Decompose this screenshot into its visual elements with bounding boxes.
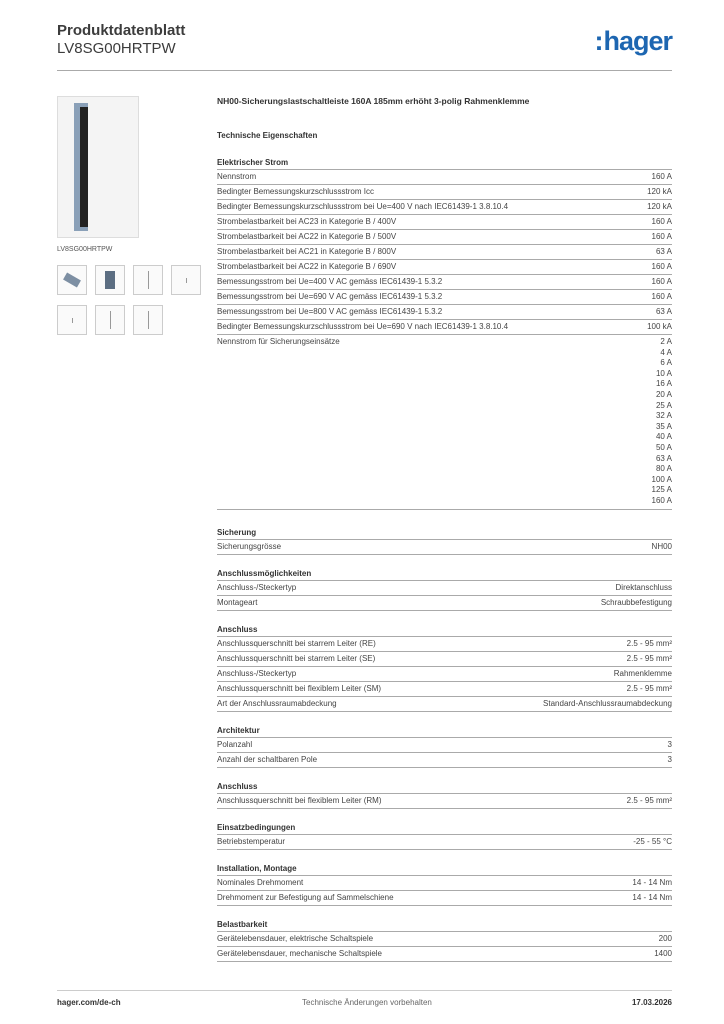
row-label: Gerätelebensdauer, mechanische Schaltspiele <box>217 948 382 958</box>
row-value: 120 kA <box>647 187 672 196</box>
row-value: NH00 <box>651 541 672 551</box>
row-value: 2.5 - 95 mm² <box>626 683 672 693</box>
table-row <box>217 794 672 809</box>
row-value: Direktanschluss <box>615 582 672 592</box>
thumbnail-icon <box>110 311 111 329</box>
row-label: Bemessungsstrom bei Ue=800 V AC gemäss IEC61439-1 5.3.2 <box>217 307 443 316</box>
row-value: 63 A <box>655 307 672 316</box>
list-item: 20 A <box>655 389 672 399</box>
row-label: Betriebstemperatur <box>217 836 286 846</box>
row-label: Nennstrom für Sicherungseinsätze <box>217 337 340 346</box>
list-item: 2 A <box>660 337 672 346</box>
row-value: 160 A <box>651 217 672 226</box>
table-row <box>217 596 672 611</box>
table-row <box>217 753 672 768</box>
row-value: 63 A <box>655 247 672 256</box>
footer-divider <box>57 990 672 991</box>
table-row <box>217 305 672 320</box>
spec-group <box>217 932 672 962</box>
row-value: 160 A <box>651 277 672 286</box>
row-label: Polanzahl <box>217 739 253 749</box>
row-label: Strombelastbarkeit bei AC22 in Kategorie B / 690V <box>217 262 397 271</box>
spec-group <box>217 540 672 555</box>
thumbnail-icon <box>63 273 81 288</box>
list-item: 32 A <box>655 411 672 421</box>
group-title: Anschluss <box>217 782 672 794</box>
row-value: 200 <box>658 933 672 943</box>
row-value: 3 <box>667 739 672 749</box>
table-row <box>217 637 672 652</box>
group-title: Sicherung <box>217 528 672 540</box>
row-label: Art der Anschlussraumabdeckung <box>217 698 337 708</box>
table-row <box>217 947 672 962</box>
spec-group <box>217 835 672 850</box>
group-title: Einsatzbedingungen <box>217 823 672 835</box>
table-row <box>217 290 672 305</box>
row-value: 160 A <box>651 172 672 181</box>
row-label: Nennstrom <box>217 172 257 181</box>
table-row <box>217 581 672 596</box>
product-ref: LV8SG00HRTPW <box>57 246 113 253</box>
row-value: 3 <box>667 754 672 764</box>
row-value: 14 - 14 Nm <box>632 892 672 902</box>
table-row <box>217 540 672 555</box>
table-row <box>217 260 672 275</box>
table-row <box>217 320 672 335</box>
row-value: 2.5 - 95 mm² <box>626 638 672 648</box>
spec-group <box>217 876 672 906</box>
product-image-front <box>80 107 88 227</box>
list-item: 63 A <box>655 453 672 463</box>
list-item: 4 A <box>660 347 672 357</box>
product-images <box>57 96 207 335</box>
thumbnail-1[interactable] <box>57 265 87 295</box>
thumbnail-5[interactable] <box>57 305 87 335</box>
thumbnail-icon <box>72 318 73 323</box>
page-subtitle: LV8SG00HRTPW <box>57 40 176 57</box>
list-item: 25 A <box>655 400 672 410</box>
group-title: Anschlussmöglichkeiten <box>217 569 672 581</box>
row-value: 120 kA <box>647 202 672 211</box>
group-title: Installation, Montage <box>217 864 672 876</box>
row-value: Standard-Anschlussraumabdeckung <box>543 698 672 708</box>
row-label: Bemessungsstrom bei Ue=400 V AC gemäss IEC61439-1 5.3.2 <box>217 277 443 286</box>
list-item: 160 A <box>651 495 672 505</box>
thumbnail-6[interactable] <box>95 305 125 335</box>
row-label: Anschluss-/Steckertyp <box>217 668 297 678</box>
table-row <box>217 245 672 260</box>
row-label: Bemessungsstrom bei Ue=690 V AC gemäss IEC61439-1 5.3.2 <box>217 292 443 301</box>
list-item: 125 A <box>651 485 672 495</box>
footer <box>57 998 672 1007</box>
table-row <box>217 335 672 510</box>
row-value: 160 A <box>651 292 672 301</box>
thumbnail-icon <box>105 271 115 289</box>
thumbnail-icon <box>148 311 149 329</box>
footer-website[interactable]: hager.com/de-ch <box>57 998 121 1007</box>
thumbnail-icon <box>148 271 149 289</box>
thumbnail-4[interactable] <box>171 265 201 295</box>
list-item: 6 A <box>660 358 672 368</box>
list-item: 80 A <box>655 464 672 474</box>
row-label: Sicherungsgrösse <box>217 541 282 551</box>
row-value: 1400 <box>654 948 672 958</box>
table-row <box>217 652 672 667</box>
header-divider <box>57 70 672 71</box>
row-label: Strombelastbarkeit bei AC21 in Kategorie B / 800V <box>217 247 397 256</box>
row-label: Bedingter Bemessungskurzschlussstrom bei Ue=690 V nach IEC61439-1 3.8.10.4 <box>217 322 509 331</box>
fuse-current-list <box>652 337 672 507</box>
table-row <box>217 697 672 712</box>
hager-logo: :hager <box>594 26 672 56</box>
row-value: 2.5 - 95 mm² <box>626 653 672 663</box>
group-title: Elektrischer Strom <box>217 158 672 170</box>
thumbnail-7[interactable] <box>133 305 163 335</box>
spec-group <box>217 738 672 768</box>
row-value: Schraubbefestigung <box>600 597 672 607</box>
list-item: 40 A <box>655 432 672 442</box>
table-row <box>217 215 672 230</box>
row-value: 100 kA <box>647 322 672 331</box>
row-label: Anschlussquerschnitt bei flexiblem Leiter (SM) <box>217 683 382 693</box>
row-value: -25 - 55 °C <box>633 836 672 846</box>
spec-group <box>217 170 672 335</box>
product-image[interactable] <box>57 96 139 238</box>
footer-date: 17.03.2026 <box>631 998 672 1007</box>
row-label: Anschlussquerschnitt bei starrem Leiter (SE) <box>217 653 376 663</box>
row-value: 160 A <box>651 262 672 271</box>
row-value: 160 A <box>651 232 672 241</box>
footer-note: Technische Änderungen vorbehalten <box>302 998 432 1007</box>
thumbnail-gallery <box>57 265 207 335</box>
table-row <box>217 185 672 200</box>
row-value: Rahmenklemme <box>613 668 672 678</box>
list-item: 35 A <box>655 421 672 431</box>
row-label: Bedingter Bemessungskurzschlussstrom Icc <box>217 187 374 196</box>
table-row <box>217 667 672 682</box>
spec-section <box>217 96 672 962</box>
table-row <box>217 230 672 245</box>
row-label: Strombelastbarkeit bei AC22 in Kategorie B / 500V <box>217 232 397 241</box>
group-title: Architektur <box>217 726 672 738</box>
row-label: Montageart <box>217 597 258 607</box>
row-label: Anschlussquerschnitt bei flexiblem Leiter (RM) <box>217 795 382 805</box>
thumbnail-2[interactable] <box>95 265 125 295</box>
header <box>57 22 185 57</box>
table-row <box>217 891 672 906</box>
group-title: Anschluss <box>217 625 672 637</box>
list-item: 50 A <box>655 442 672 452</box>
table-row <box>217 876 672 891</box>
row-label: Anzahl der schaltbaren Pole <box>217 754 318 764</box>
list-item: 10 A <box>655 368 672 378</box>
row-label: Bedingter Bemessungskurzschlussstrom bei Ue=400 V nach IEC61439-1 3.8.10.4 <box>217 202 509 211</box>
table-row <box>217 170 672 185</box>
page-title: Produktdatenblatt <box>57 22 186 39</box>
list-item: 100 A <box>651 474 672 484</box>
spec-group <box>217 581 672 611</box>
row-value: 14 - 14 Nm <box>632 877 672 887</box>
table-row <box>217 200 672 215</box>
section-title: Technische Eigenschaften <box>217 131 318 140</box>
product-description: NH00-Sicherungslastschaltleiste 160A 185mm erhöht 3-polig Rahmenklemme <box>217 96 530 106</box>
row-label: Drehmoment zur Befestigung auf Sammelschiene <box>217 892 394 902</box>
table-row <box>217 738 672 753</box>
list-item: 16 A <box>655 379 672 389</box>
spec-group <box>217 637 672 712</box>
table-row <box>217 932 672 947</box>
table-row <box>217 275 672 290</box>
table-row <box>217 835 672 850</box>
logo-text: hager <box>603 26 672 56</box>
thumbnail-icon <box>186 278 187 283</box>
row-label: Anschlussquerschnitt bei starrem Leiter (RE) <box>217 638 376 648</box>
table-row <box>217 682 672 697</box>
spec-group <box>217 794 672 809</box>
group-title: Belastbarkeit <box>217 920 672 932</box>
row-value: 2.5 - 95 mm² <box>626 795 672 805</box>
thumbnail-3[interactable] <box>133 265 163 295</box>
row-label: Nominales Drehmoment <box>217 877 304 887</box>
row-label: Strombelastbarkeit bei AC23 in Kategorie B / 400V <box>217 217 397 226</box>
row-label: Anschluss-/Steckertyp <box>217 582 297 592</box>
row-label: Gerätelebensdauer, elektrische Schaltspiele <box>217 933 374 943</box>
